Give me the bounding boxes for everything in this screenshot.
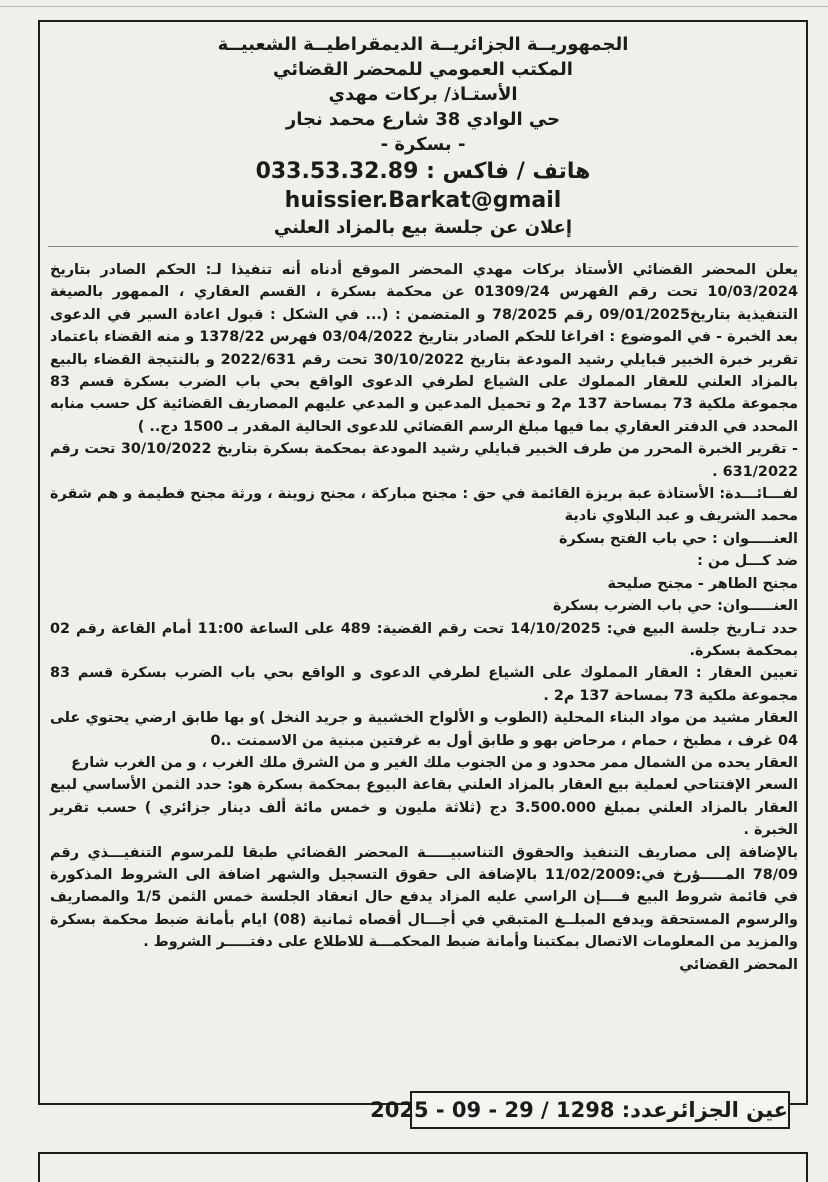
announcement-title: إعلان عن جلسة بيع بالمزاد العلني: [273, 217, 573, 238]
announcement-frame: [38, 20, 808, 1105]
paragraph-property: تعيين العقار : العقار المملوك على الشياع لطرفي الدعوى و الواقع بحي باب الضرب بسكرة قسم 83 مجموعة ملكية 73 بمساحة 137 م2 .: [50, 665, 798, 704]
paragraph-fees: بالإضافة إلى مصاريف التنفيذ والحقوق التناسبيـــــة المحضر القضائي طبقا للمرسوم التنفيـــذي رقم 78/09 المـــــؤرخ في:11/02/2009 بالإضافة الى حقوق التسجيل والشهر اضافة الى الشروط المذكورة في قائمة شروط البيع فــــإن الراسي عليه المزاد يدفع حال انعقاد الجلسة خمس الثمن 1/5 والمصاريف والرسوم المستحقة ويدفع المبلــغ المتبقي في أجـــال أقصاه ثمانية (08) ايام بأمانة ضبط محكمة بسكرة والمزيد من المعلومات الاتصال بمكتبنا وأمانة ضبط المحكمـــة للاطلاع على دفتـــــر الشروط .: [50, 844, 799, 951]
header-divider: [48, 246, 798, 247]
republic-title: الجمهوريــة الجزائريــة الديمقراطيــة الشعبيــة: [217, 34, 629, 55]
next-announcement-frame: [38, 1152, 808, 1182]
paragraph-boundaries: العقار يحده من الشمال ممر محدود و من الجنوب ملك الغير و من الشرق ملك الغرب ، و من الغرب شارع: [71, 754, 798, 771]
paragraph-judgment: يعلن المحضر القضائي الأستاذ بركات مهدي المحضر الموقع أدناه أنه تنفيذا لـ: الحكم الصادر بتاريخ 10/03/2024 تحت رقم الفهرس 01309/24 عن محكمة بسكرة ، القسم العقاري ، الممهور بالصيغة التنفيذية بتاريخ09/01/2025 رقم 78/2025 و المتضمن : (... في الشكل : قبول اعادة السير في الدعوى بعد الخبرة - في الموضوع : افراغا للحكم الصادر بتاريخ 03/04/2022 فهرس 1378/22 و منه القضاء باعتماد تقرير خبرة الخبير قبايلي رشيد المودعة بتاريخ 30/10/2022 تحت رقم 2022/631 و بالنتيجة القضاء بالبيع بالمزاد العلني للعقار المملوك على الشياع لطرفي الدعوى الواقع بحي باب الضرب بسكرة قسم 83 مجموعة ملكية 73 بمساحة 137 م2 و تحميل المدعين و المدعي عليهم المصاريف القضائية كل حسب منابه المحدد في الدفتر العقاري بما فيها مبلغ الرسم القضائي للدعوى الحالية المقدر بـ 1500 دج.. ): [50, 262, 799, 435]
paragraph-construction: العقار مشيد من مواد البناء المحلية (الطوب و الألواح الخشبية و جريد النخل )و بها طابق ارضي يحتوي على 04 غرف ، مطبخ ، حمام ، مرحاض بهو و طابق أول به غرفتين مبنية من الاسمنت ..0: [50, 710, 798, 749]
office-city: - بسكرة -: [380, 134, 466, 155]
paragraph-beneficiary-address: العنـــــوان : حي باب الفتح بسكرة: [559, 530, 798, 547]
paragraph-defendants: مجنح الطاهر - مجنح صليحة: [607, 575, 798, 592]
phone-fax: هاتف / فاكس : 033.53.32.89: [255, 159, 591, 184]
bailiff-name: الأستـاذ/ بركات مهدي: [328, 84, 518, 105]
announcement-body: [40, 251, 806, 976]
paragraph-price: السعر الإفتتاحي لعملية بيع العقار بالمزاد العلني بقاعة البيوع بمحكمة بسكرة هو: حدد الثمن الأساسي لبيع العقار بالمزاد العلني بمبلغ 3.500.000 دج (ثلاثة مليون و خمس مائة ألف دينار جزائري ) حسب تقرير الخبرة .: [50, 777, 798, 839]
paragraph-expert-report: - تقرير الخبرة المحرر من طرف الخبير قبايلي رشيد المودعة بمحكمة بسكرة بتاريخ 30/10/2022 تحت رقم 631/2022 .: [50, 441, 798, 480]
header: [40, 22, 806, 240]
paragraph-beneficiary: لفـــائـــدة: الأستاذة عبة بريزة القائمة في حق : مجنح مباركة ، مجنح زوينة ، ورثة مجنح فطيمة و هم شقرة محمد الشريف و عبد البلاوي نادية: [50, 486, 798, 525]
email: huissier.Barkat@gmail: [284, 188, 562, 213]
paragraph-defendants-address: العنـــــوان: حي باب الضرب بسكرة: [553, 598, 798, 615]
office-title: المكتب العمومي للمحضر القضائي: [273, 59, 573, 80]
publication-number: عين الجزائرعدد: 1298 / 29 - 09 - 2025: [410, 1091, 790, 1129]
paragraph-against: ضد كـــل من :: [697, 553, 798, 570]
office-address: حي الوادي 38 شارع محمد نجار: [285, 109, 561, 130]
paragraph-sale-date: حدد تـاريخ جلسة البيع في: 14/10/2025 تحت رقم القضية: 489 على الساعة 11:00 أمام القاعة رقم 02 بمحكمة بسكرة.: [50, 620, 798, 659]
page-top-rule: [0, 6, 828, 7]
signature: المحضر القضائي: [679, 956, 798, 973]
